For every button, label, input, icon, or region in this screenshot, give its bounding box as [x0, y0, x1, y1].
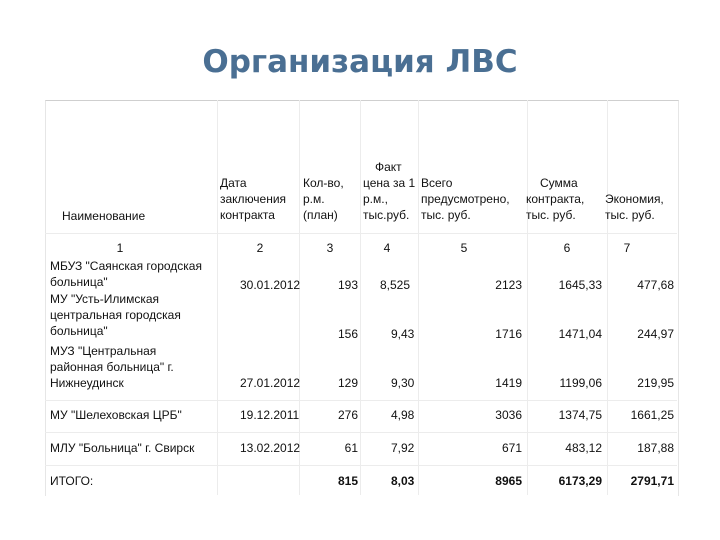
row-qty: 129 [337, 376, 358, 390]
header-date-line: Дата [220, 176, 247, 190]
column-number: 7 [623, 241, 631, 255]
header-sum-line: Сумма [540, 176, 578, 190]
header-total-line: тыс. руб. [421, 208, 471, 222]
row-total: 3036 [495, 408, 522, 422]
column-number: 1 [116, 241, 124, 255]
row-date: 19.12.2011 [240, 408, 300, 422]
header-date-line: контракта [220, 208, 275, 222]
column-number: 5 [460, 241, 468, 255]
row-divider [45, 233, 677, 234]
column-number: 4 [383, 241, 391, 255]
header-economy-line: тыс. руб. [605, 208, 655, 222]
row-date: 27.01.2012 [240, 376, 301, 390]
row-name-line: районная больница" г. [50, 360, 174, 374]
row-price: 8,525 [380, 278, 411, 292]
column-number: 6 [563, 241, 571, 255]
row-qty: 61 [344, 441, 358, 455]
row-sum: 1199,06 [559, 376, 602, 390]
column-divider [217, 100, 218, 495]
row-name-line: МБУЗ "Саянская городская [50, 259, 202, 273]
row-divider [45, 465, 677, 466]
column-divider [418, 100, 419, 495]
row-date: 13.02.2012 [240, 441, 301, 455]
row-name-line: больница" [50, 275, 108, 289]
header-date-line: заключения [220, 192, 287, 206]
header-price-line: тыс.руб. [363, 208, 410, 222]
column-number: 2 [256, 241, 264, 255]
header-qty-line: (план) [303, 208, 338, 222]
row-name-line: МУ "Шелеховская ЦРБ" [50, 408, 182, 422]
column-divider [527, 100, 528, 495]
header-total-line: предусмотрено, [421, 192, 510, 206]
row-qty: 193 [337, 278, 358, 292]
row-total: 2123 [495, 278, 522, 292]
totals-total: 8965 [495, 474, 522, 488]
header-price-line: р.м., [363, 192, 388, 206]
row-name-line: Нижнеудинск [50, 376, 124, 390]
totals-label: ИТОГО: [50, 474, 94, 488]
row-sum: 483,12 [565, 441, 602, 455]
row-sum: 1471,04 [558, 327, 602, 341]
row-date: 30.01.2012 [240, 278, 301, 292]
row-divider [45, 400, 677, 401]
row-name-line: больница" [50, 324, 108, 338]
header-name: Наименование [62, 209, 146, 223]
row-economy: 477,68 [637, 278, 674, 292]
column-divider [607, 100, 608, 495]
row-economy: 244,97 [637, 327, 674, 341]
totals-sum: 6173,29 [558, 474, 602, 488]
row-total: 671 [501, 441, 522, 455]
header-price-line: цена за 1 [363, 176, 416, 190]
header-price-line: Факт [375, 160, 402, 174]
row-qty: 276 [337, 408, 358, 422]
row-price: 9,30 [391, 376, 415, 390]
row-total: 1419 [495, 376, 522, 390]
row-name-line: центральная городская [50, 308, 181, 322]
header-sum-line: контракта, [526, 192, 585, 206]
header-economy-line: Экономия, [605, 192, 664, 206]
column-divider [360, 100, 361, 495]
row-price: 4,98 [391, 408, 415, 422]
row-economy: 1661,25 [630, 408, 674, 422]
row-economy: 187,88 [637, 441, 674, 455]
header-sum-line: тыс. руб. [526, 208, 576, 222]
totals-economy: 2791,71 [630, 474, 674, 488]
column-divider [299, 100, 300, 495]
totals-qty: 815 [337, 474, 358, 488]
row-name-line: МУ "Усть-Илимская [50, 292, 160, 306]
row-name-line: МЛУ "Больница" г. Свирск [50, 441, 195, 455]
row-sum: 1374,75 [558, 408, 602, 422]
totals-price: 8,03 [391, 474, 415, 488]
row-total: 1716 [495, 327, 522, 341]
row-economy: 219,95 [637, 376, 674, 390]
row-divider [45, 432, 677, 433]
row-price: 7,92 [391, 441, 415, 455]
row-name-line: МУЗ "Центральная [50, 344, 157, 358]
header-total-line: Всего [421, 176, 453, 190]
column-number: 3 [326, 241, 334, 255]
header-qty-line: Кол-во, [303, 176, 344, 190]
slide-title: Организация ЛВС [202, 44, 518, 80]
row-price: 9,43 [391, 327, 415, 341]
header-qty-line: р.м. [303, 192, 325, 206]
row-sum: 1645,33 [558, 278, 602, 292]
row-qty: 156 [337, 327, 358, 341]
